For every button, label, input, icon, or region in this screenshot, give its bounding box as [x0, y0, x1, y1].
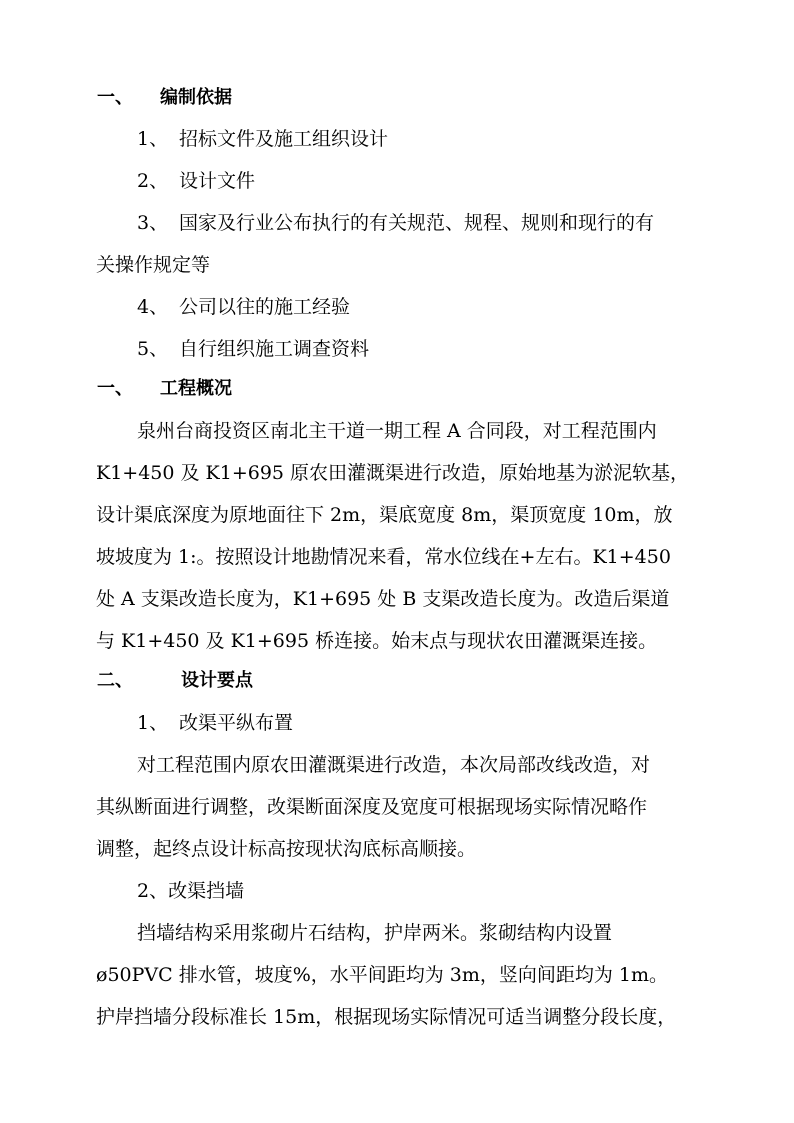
section-number: 二、	[97, 670, 133, 691]
list-item: 1、 招标文件及施工组织设计	[137, 128, 389, 150]
subsection-heading: 2、改渠挡墙	[137, 880, 245, 902]
paragraph-line: K1+450 及 K1+695 原农田灌溉渠进行改造，原始地基为淤泥软基，	[96, 462, 690, 484]
section-title: 工程概况	[160, 378, 232, 399]
paragraph-line: 坡坡度为 1:。按照设计地勘情况来看，常水位线在+左右。K1+450	[96, 546, 671, 568]
subsection-heading: 1、 改渠平纵布置	[137, 712, 294, 734]
section-number: 一、	[97, 87, 133, 108]
section-heading-basis	[97, 86, 232, 110]
section-number: 一、	[97, 378, 133, 399]
list-item: 3、 国家及行业公布执行的有关规范、规程、规则和现行的有	[137, 212, 655, 234]
section-heading-overview	[97, 377, 232, 401]
paragraph-line: 挡墙结构采用浆砌片石结构，护岸两米。浆砌结构内设置	[137, 922, 613, 944]
paragraph-line: 泉州台商投资区南北主干道一期工程 A 合同段，对工程范围内	[137, 420, 657, 442]
section-heading-design	[97, 669, 253, 693]
paragraph-line: 护岸挡墙分段标准长 15m，根据现场实际情况可适当调整分段长度，	[96, 1006, 677, 1028]
paragraph-line: 设计渠底深度为原地面往下 2m，渠底宽度 8m，渠顶宽度 10m，放	[96, 504, 673, 526]
list-item: 4、 公司以往的施工经验	[137, 296, 351, 318]
paragraph-line: ø50PVC 排水管，坡度%，水平间距均为 3m，竖向间距均为 1m。	[96, 964, 669, 986]
paragraph-line: 调整，起终点设计标高按现状沟底标高顺接。	[96, 838, 477, 860]
paragraph-line: 对工程范围内原农田灌溉渠进行改造，本次局部改线改造，对	[137, 754, 651, 776]
list-item: 2、 设计文件	[137, 170, 256, 192]
list-item-continuation: 关操作规定等	[96, 254, 211, 276]
section-title: 编制依据	[160, 87, 232, 108]
paragraph-line: 与 K1+450 及 K1+695 桥连接。始末点与现状农田灌溉渠连接。	[96, 630, 658, 652]
paragraph-line: 其纵断面进行调整，改渠断面深度及宽度可根据现场实际情况略作	[96, 796, 648, 818]
list-item: 5、 自行组织施工调查资料	[137, 338, 370, 360]
section-title: 设计要点	[181, 670, 253, 691]
paragraph-line: 处 A 支渠改造长度为，K1+695 处 B 支渠改造长度为。改造后渠道	[96, 588, 670, 610]
